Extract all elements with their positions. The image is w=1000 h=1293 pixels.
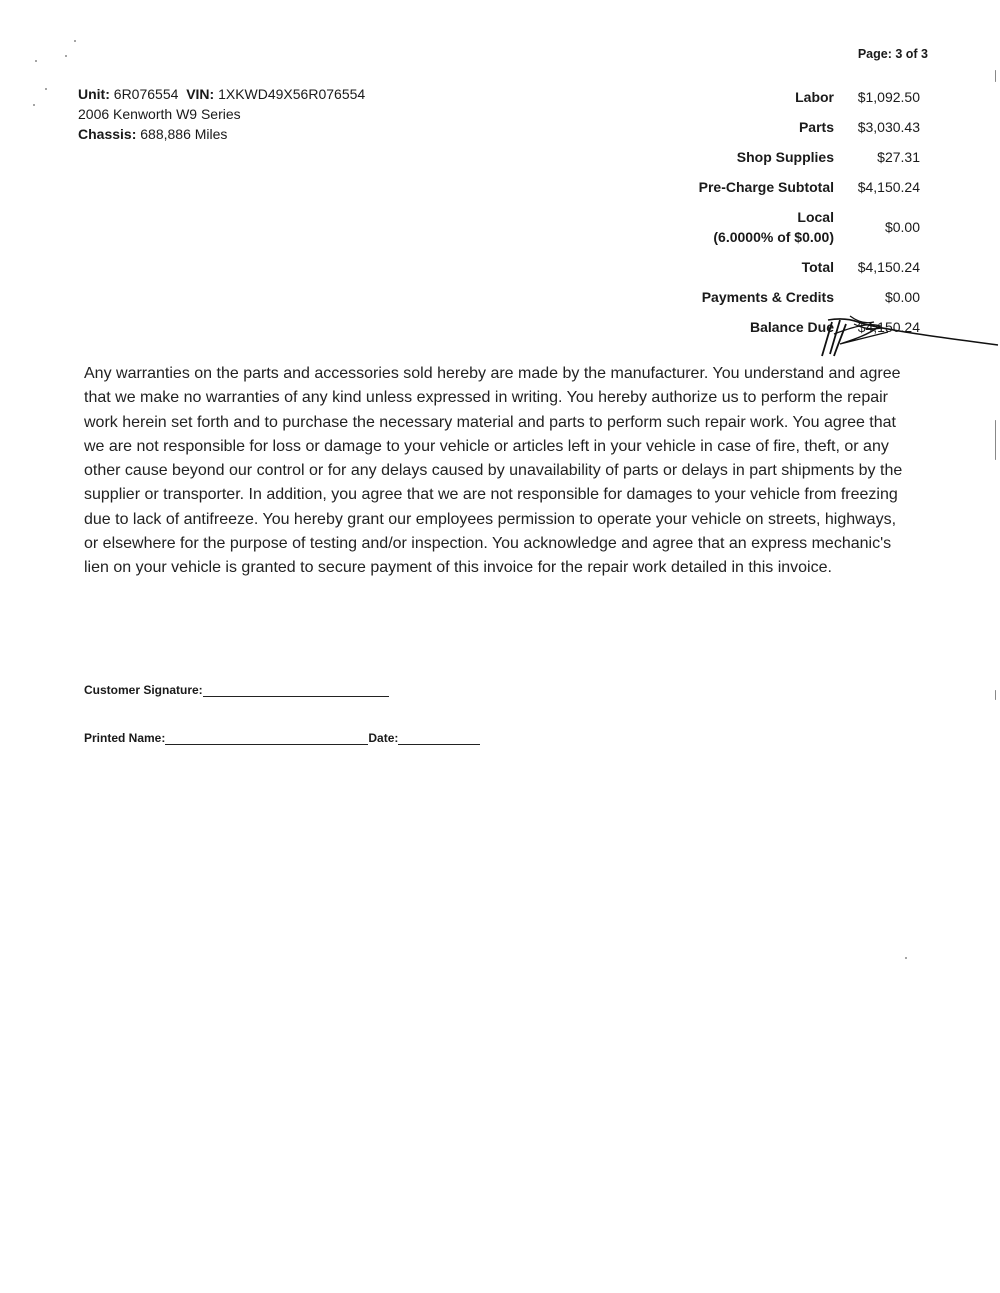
parts-row: [699, 112, 920, 142]
labor-label: Labor: [795, 89, 834, 105]
subtotal-label: Pre-Charge Subtotal: [698, 179, 834, 195]
vehicle-description: 2006 Kenworth W9 Series: [78, 106, 241, 122]
chassis-label: Chassis:: [78, 126, 137, 142]
subtotal-row: [699, 172, 920, 202]
date-label: Date:: [368, 731, 399, 745]
local-rate: (6.0000% of $0.00): [713, 229, 834, 245]
balance-due-row: [699, 312, 920, 342]
payments-label: Payments & Credits: [701, 289, 834, 305]
balance-due-label: Balance Due: [749, 319, 834, 335]
unit-label: Unit:: [78, 86, 110, 102]
subtotal-value: $4,150.24: [857, 179, 920, 195]
chassis-value: 688,886 Miles: [140, 126, 228, 142]
local-label: Local: [797, 209, 834, 225]
date-blank: [398, 731, 480, 745]
total-value: $4,150.24: [857, 259, 920, 275]
local-tax-label: [713, 207, 834, 247]
vin-label: VIN:: [186, 86, 215, 102]
page-number: Page: 3 of 3: [857, 47, 928, 61]
balance-due-value: $4,150.24: [857, 319, 920, 335]
total-label: Total: [801, 259, 834, 275]
printed-name-date-line: [84, 731, 480, 745]
shop-supplies-label: Shop Supplies: [736, 149, 834, 165]
printed-name-label: Printed Name:: [84, 731, 166, 745]
parts-label: Parts: [798, 119, 834, 135]
unit-vin-line: [78, 84, 365, 104]
totals-table: [699, 82, 920, 342]
vin-value: 1XKWD49X56R076554: [218, 86, 366, 102]
customer-signature-line: [84, 683, 389, 697]
payments-row: [699, 282, 920, 312]
payments-value: $0.00: [884, 289, 920, 305]
shop-supplies-value: $27.31: [877, 149, 920, 165]
parts-value: $3,030.43: [857, 119, 920, 135]
shop-supplies-row: [699, 142, 920, 172]
chassis-line: [78, 124, 365, 144]
local-tax-row: [699, 202, 920, 252]
unit-value: 6R076554: [113, 86, 179, 102]
warranty-disclaimer: Any warranties on the parts and accessories sold hereby are made by the manufacturer. You understand and agree that we make no warranties of any kind unless expressed in writing. You hereby authorize us to perform the repair work herein set forth and to purchase the necessary material and parts to perform such repair work. You agree that we are not responsible for loss or damage to your vehicle or articles left in your vehicle in case of fire, theft, or any other cause beyond our control or for any delays caused by unavailability of parts or delays in part shipments by the supplier or transporter. In addition, you agree that we are not responsible for damages to your vehicle from freezing due to lack of antifreeze. You hereby grant our employees permission to operate your vehicle on streets, highways, or elsewhere for the purpose of testing and/or inspection. You acknowledge and agree that an express mechanic's lien on your vehicle is granted to secure payment of this invoice for the repair work detailed in this invoice.: [84, 365, 903, 577]
printed-name-blank: [165, 731, 368, 745]
total-row: [699, 252, 920, 282]
customer-signature-blank: [203, 683, 389, 697]
unit-info: [78, 84, 365, 144]
labor-row: [699, 82, 920, 112]
customer-signature-label: Customer Signature:: [84, 683, 203, 697]
local-tax-value: $0.00: [884, 219, 920, 235]
labor-value: $1,092.50: [857, 89, 920, 105]
